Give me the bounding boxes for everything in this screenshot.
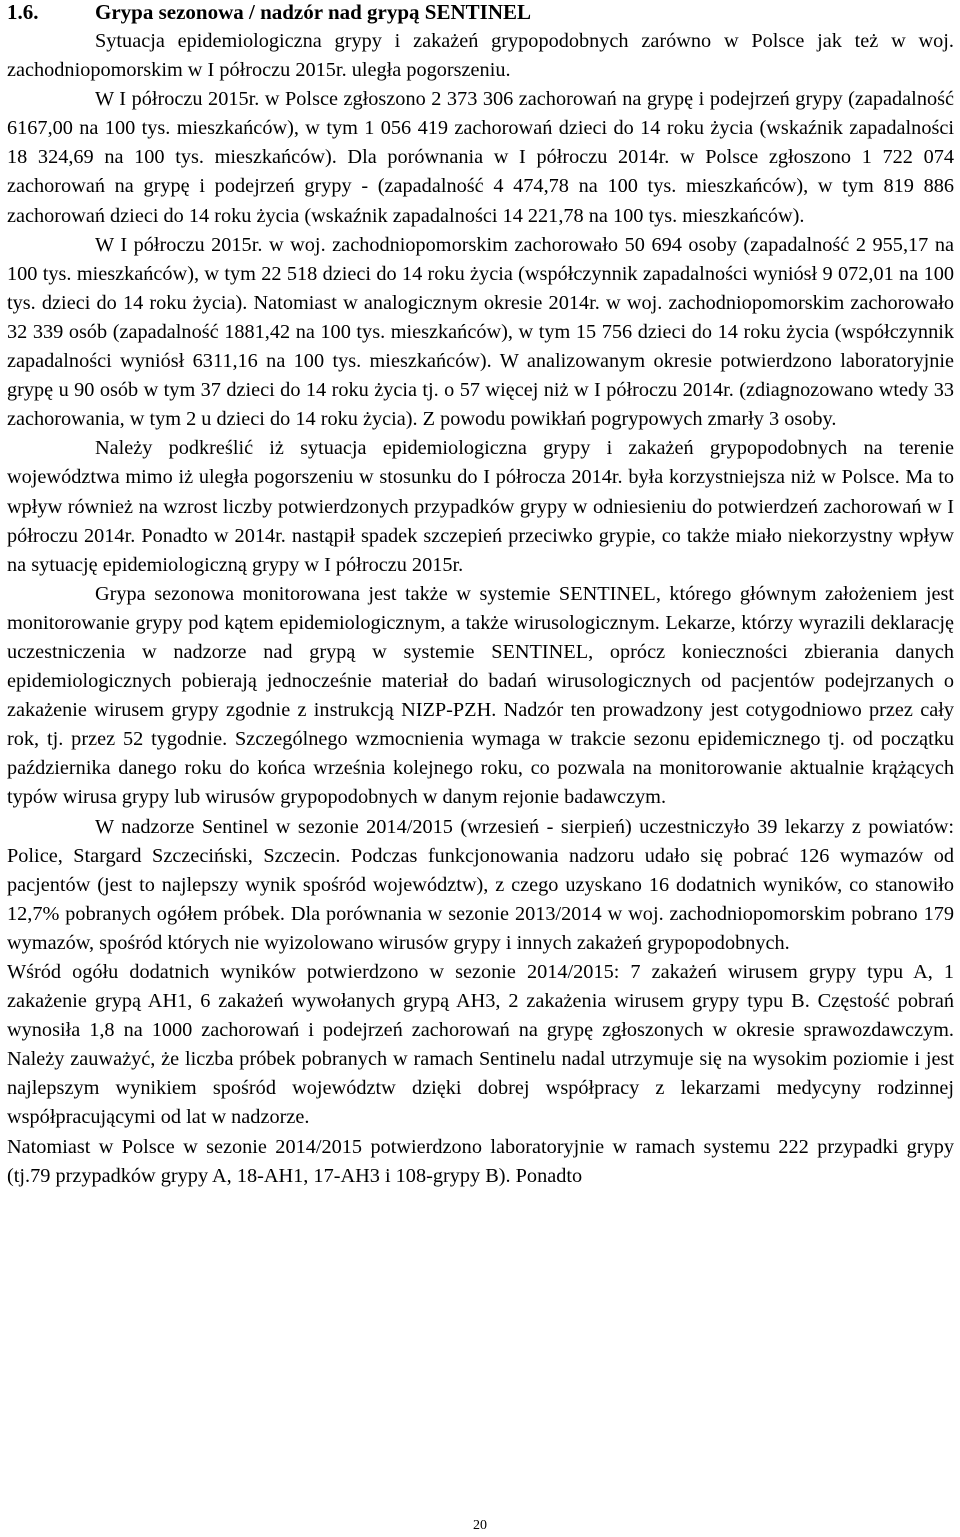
- section-title: Grypa sezonowa / nadzór nad grypą SENTINEL: [95, 0, 532, 24]
- paragraph-comparison: Należy podkreślić iż sytuacja epidemiologiczna grypy i zakażeń grypopodobnych na terenie województwa mimo iż uległa pogorszeniu w stosunku do I półrocza 2014r. była korzystniejsza niż w Polsce. Ma to wpływ również na wzrost liczby potwierdzonych przypadków grypy w odniesieniu do potwierdzeń zachorowań w I półroczu 2014r. Ponadto w 2014r. nastąpił spadek szczepień przeciwko grypie, co także miało niekorzystny wpływ na sytuację epidemiologiczną grypy w I półroczu 2015r.: [7, 437, 954, 576]
- section-number: 1.6.: [7, 0, 39, 24]
- document-page: [7, 0, 954, 1191]
- paragraph-sentinel-system: Grypa sezonowa monitorowana jest także w systemie SENTINEL, którego głównym założeniem jest monitorowanie grypy pod kątem epidemiologicznym, a także wirusologicznym. Lekarze, którzy wyrazili deklarację uczestniczenia w nadzorze nad grypą w systemie SENTINEL, oprócz konieczności zbierania danych epidemiologicznych pobierają jednocześnie materiał do badań wirusologicznych od pacjentów podejrzanych o zakażenie wirusem grypy zgodnie z instrukcją NIZP-PZH. Nadzór ten prowadzony jest cotygodniowo przez cały rok, tj. przez 52 tygodnie. Szczególnego wzmocnienia wymaga w trakcie sezonu epidemicznego tj. od początku października danego roku do końca września kolejnego roku, co pozwala na monitorowanie aktualnie krążących typów wirusa grypy lub wirusów grypopodobnych w danym rejonie badawczym.: [7, 582, 954, 809]
- paragraph-positive-results: Wśród ogółu dodatnich wyników potwierdzono w sezonie 2014/2015: 7 zakażeń wirusem grypy typu A, 1 zakażenie grypą AH1, 6 zakażeń wywołanych grypą AH3, 2 zakażenia wirusem grypy typu B. Częstość pobrań wynosiła 1,8 na 1000 zachorowań i podejrzeń zachorowań na grypę zgłoszonych w okresie sprawozdawczym. Należy zauważyć, że liczba próbek pobranych w ramach Sentinelu nadal utrzymuje się na wysokim poziomie i jest najlepszym wynikiem spośród województw dzięki dobrej współpracy z lekarzami medycyny rodzinnej współpracującymi od lat w nadzorze.: [7, 961, 954, 1129]
- body-text: [7, 27, 954, 1191]
- paragraph-poland-confirmed: Natomiast w Polsce w sezonie 2014/2015 potwierdzono laboratoryjnie w ramach systemu 222 przypadki grypy (tj.79 przypadków grypy A, 18-AH1, 17-AH3 i 108-grypy B). Ponadto: [7, 1135, 954, 1187]
- paragraph-intro: Sytuacja epidemiologiczna grypy i zakażeń grypopodobnych zarówno w Polsce jak też w woj. zachodniopomorskim w I półroczu 2015r. uległa pogorszeniu.: [7, 30, 954, 82]
- page-number: 20: [473, 1518, 487, 1533]
- paragraph-sentinel-season: W nadzorze Sentinel w sezonie 2014/2015 (wrzesień - sierpień) uczestniczyło 39 lekarzy z powiatów: Police, Stargard Szczeciński, Szczecin. Podczas funkcjonowania nadzoru udało się pobrać 126 wymazów od pacjentów (jest to najlepszy wynik spośród województw), z czego uzyskano 16 dodatnich wyników, co stanowiło 12,7% pobranych ogółem próbek. Dla porównania w sezonie 2013/2014 w woj. zachodniopomorskim pobrano 179 wymazów, spośród których nie wyizolowano wirusów grypy i innych zakażeń grypopodobnych.: [7, 815, 954, 954]
- section-heading: [7, 0, 954, 27]
- paragraph-region-stats: W I półroczu 2015r. w woj. zachodniopomorskim zachorowało 50 694 osoby (zapadalność 2 955,17 na 100 tys. mieszkańców), w tym 22 518 dzieci do 14 roku życia (współczynnik zapadalności wyniósł 9 072,01 na 100 tys. dzieci do 14 roku życia). Natomiast w analogicznym okresie 2014r. w woj. zachodniopomorskim zachorowało 32 339 osób (zapadalność 1881,42 na 100 tys. mieszkańców), w tym 15 756 dzieci do 14 roku życia (współczynnik zapadalności wyniósł 6311,16 na 100 tys. mieszkańców). W analizowanym okresie potwierdzono laboratoryjnie grypę u 90 osób w tym 37 dzieci do 14 roku życia tj. o 57 więcej niż w I półroczu 2014r. (zdiagnozowano wtedy 33 zachorowania, w tym 2 u dzieci do 14 roku życia). Z powodu powikłań pogrypowych zmarły 3 osoby.: [7, 233, 954, 431]
- paragraph-poland-stats: W I półroczu 2015r. w Polsce zgłoszono 2 373 306 zachorowań na grypę i podejrzeń grypy (zapadalność 6167,00 na 100 tys. mieszkańców), w tym 1 056 419 zachorowań dzieci do 14 roku życia (wskaźnik zapadalności 18 324,69 na 100 tys. mieszkańców). Dla porównania w I półroczu 2014r. w Polsce zgłoszono 1 722 074 zachorowań na grypę i podejrzeń grypy - (zapadalność 4 474,78 na 100 tys. mieszkańców), w tym 819 886 zachorowań dzieci do 14 roku życia (wskaźnik zapadalności 14 221,78 na 100 tys. mieszkańców).: [7, 88, 954, 227]
